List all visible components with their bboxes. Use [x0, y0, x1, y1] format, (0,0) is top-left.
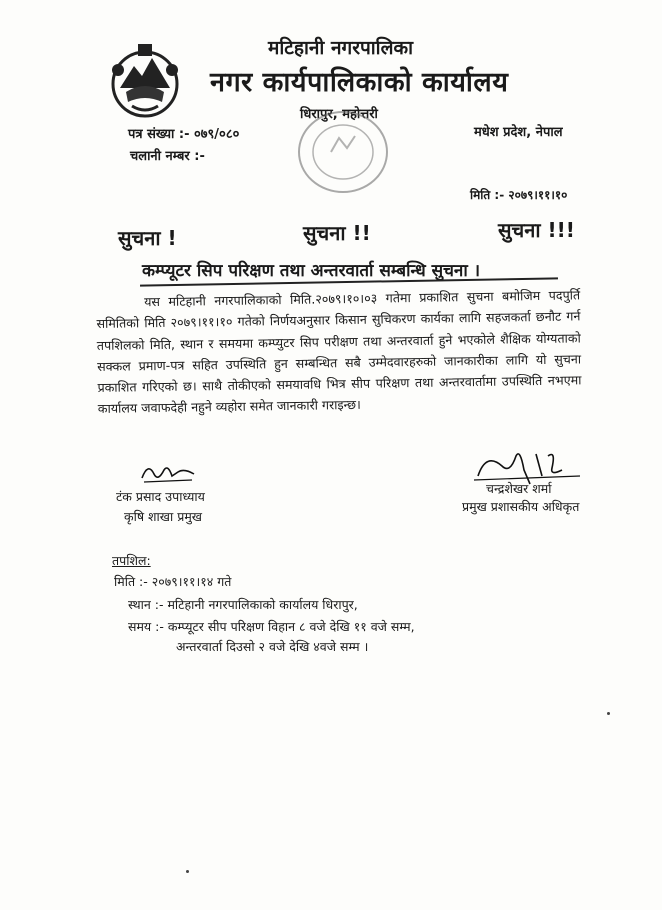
office-name: नगर कार्यपालिकाको कार्यालय [210, 67, 509, 98]
left-signatory-name: टंक प्रसाद उपाध्याय [116, 489, 205, 504]
details-interview-time: अन्तरवार्ता दिउसो २ वजे देखि ४वजे सम्म । [176, 639, 369, 654]
reference-number: पत्र संख्या :- ०७९/०८० [128, 127, 240, 142]
details-date: मिति :- २०७९।११।१४ गते [114, 574, 232, 589]
notice-body [96, 284, 582, 419]
letter-date: मिति :- २०७९।११।१० [470, 188, 568, 202]
subject-line: कम्प्यूटर सिप परिक्षण तथा अन्तरवार्ता सम्बन्धि सुचना । [142, 261, 481, 281]
paper-speck [607, 712, 610, 715]
paper-speck [186, 870, 189, 873]
right-signatory-name: चन्द्रशेखर शर्मा [486, 481, 552, 496]
municipality-name: मटिहानी नगरपालिका [268, 37, 413, 59]
office-location: धिरापुर, महोत्तरी [300, 107, 378, 122]
details-heading: तपशिल: [112, 553, 151, 568]
notice-heading-1: सुचना ! [118, 226, 177, 250]
details-time: समय :- कम्प्यूटर सीप परिक्षण विहान ८ वजे देखि ११ वजे सम्म, [128, 619, 415, 634]
left-signature-icon [138, 460, 198, 486]
province-name: मधेश प्रदेश, नेपाल [474, 125, 563, 140]
notice-paragraph: यस मटिहानी नगरपालिकाको मिति.२०७९।१०।०३ गतेमा प्रकाशित सुचना बमोजिम पदपुर्ति समितिको मिति २०७९।११।१० गतेको निर्णयअनुसार किसान सुचिकरण कार्यका लागि सहजकर्ता छनौट गर्न तपशिलको मिति, स्थान र समयमा कम्प्युटर सिप परीक्षण तथा अन्तरवार्ता हुने भएकोले शैक्षिक योग्यताको सक्कल प्रमाण-पत्र सहित उपस्थिति हुन सम्बन्धित सबै उम्मेदवारहरुको जानकारीका लागि यो सुचना प्रकाशित गरिएको छ। साथै तोकीएको समयावधि भित्र सीप परिक्षण तथा अन्तरवार्तामा उपस्थिति नभएमा कार्यालय जवाफदेही नहुने व्यहोरा समेत जानकारी गराइन्छ। [96, 287, 582, 417]
notice-heading-3: सुचना !!! [498, 218, 575, 242]
right-signatory-title: प्रमुख प्रशासकीय अधिकृत [462, 499, 580, 514]
left-signatory-title: कृषि शाखा प्रमुख [124, 509, 203, 524]
dispatch-number: चलानी नम्बर :- [130, 149, 205, 164]
nepal-emblem-icon [108, 40, 182, 120]
notice-heading-2: सुचना !! [303, 221, 371, 245]
office-stamp-icon [295, 108, 391, 196]
details-place: स्थान :- मटिहानी नगरपालिकाको कार्यालय धिरापुर, [128, 597, 358, 612]
